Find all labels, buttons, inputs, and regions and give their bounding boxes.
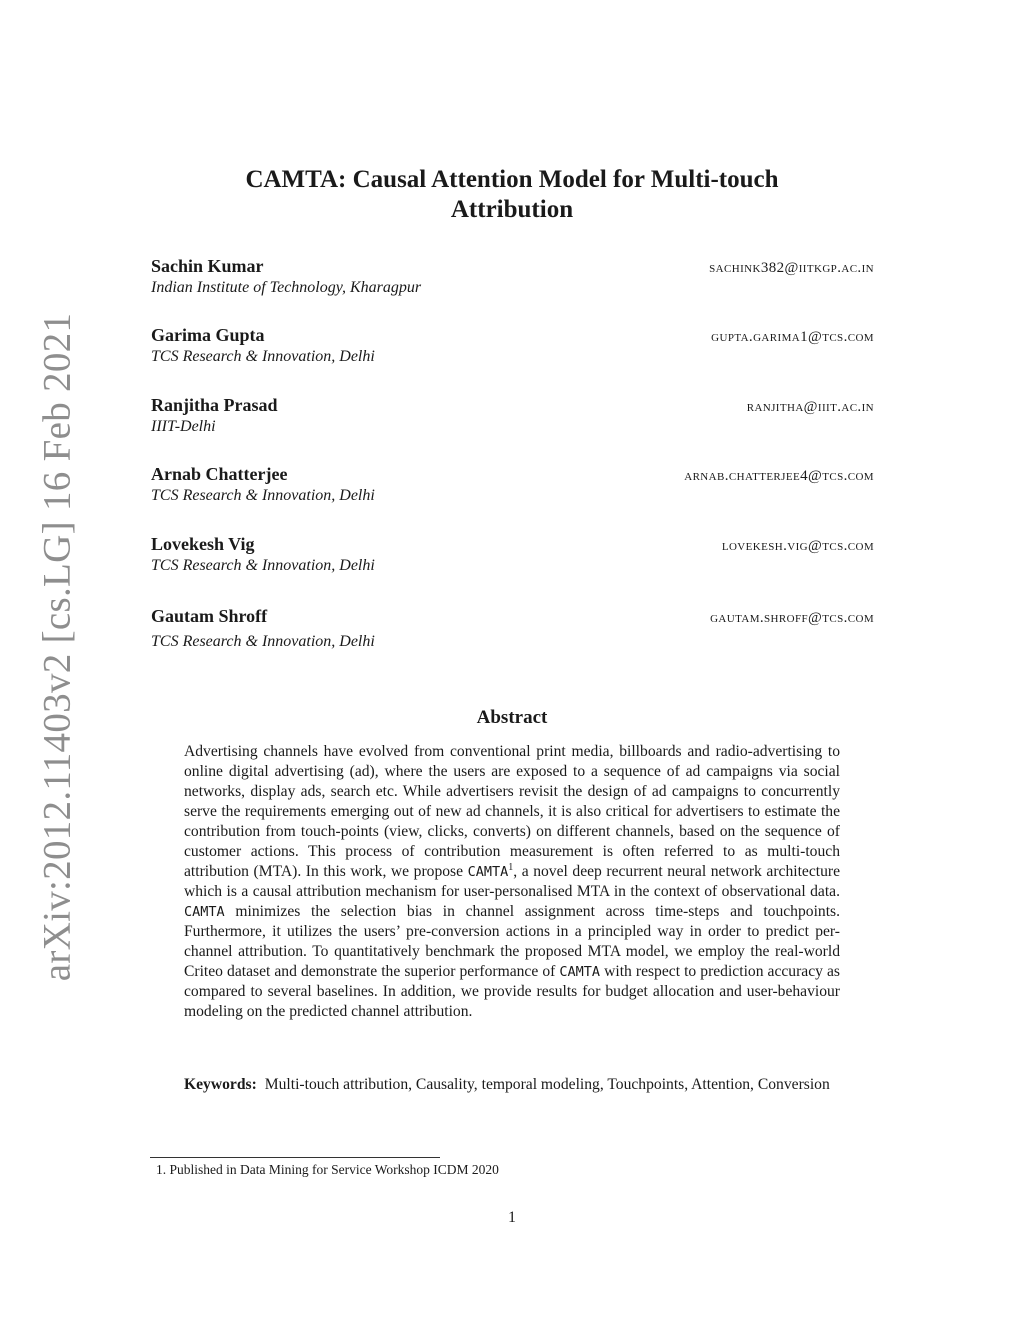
author-block [151, 534, 874, 575]
author-block [151, 325, 874, 366]
abstract-sentence: Advertising channels have evolved from conventional print media, billboards and radio-advertising to online digital advertising (ad), where the users are exposed to a sequence of ad campaigns via social networks, display ads, search etc. While advertisers revisit the design of ad campaigns to concurrently serve the requirements emerging out of new ad channels, it is also critical for advertisers to estimate the contribution from touch-points (view, clicks, converts) on different channels, based on the sequence of customer actions. This process of contribution measurement is often referred to as multi-touch attribution (MTA). In this work, we propose [184, 743, 840, 880]
author-email[interactable]: lovekesh.vig@tcs.com [721, 538, 874, 554]
author-name: Arnab Chatterjee [151, 464, 288, 484]
author-block [151, 606, 874, 651]
footnote: 1. Published in Data Mining for Service Workshop ICDM 2020 [156, 1162, 499, 1177]
author-name: Lovekesh Vig [151, 534, 255, 554]
author-email[interactable]: gautam.shroff@tcs.com [710, 610, 874, 626]
footnote-divider [150, 1157, 440, 1158]
footnote-marker[interactable]: 1 [508, 861, 514, 873]
abstract-heading: Abstract [476, 707, 548, 728]
author-email[interactable]: gupta.garima1@tcs.com [711, 329, 874, 345]
author-block [151, 256, 874, 297]
keywords-label: Keywords: [184, 1076, 257, 1093]
author-name: Gautam Shroff [151, 606, 268, 626]
model-name: CAMTA [467, 864, 509, 880]
author-affiliation: TCS Research & Innovation, Delhi [151, 557, 375, 574]
page-number: 1 [508, 1209, 516, 1226]
author-name: Sachin Kumar [151, 256, 264, 276]
author-name: Garima Gupta [151, 325, 265, 345]
author-email[interactable]: ranjitha@iiit.ac.in [746, 399, 874, 415]
author-block [151, 395, 874, 436]
author-affiliation: TCS Research & Innovation, Delhi [151, 487, 375, 504]
abstract-sentence: minimizes the selection bias in channel assignment across time-steps and touchpoints. Furthermore, it utilizes the users’ pre-conversion actions in a principled way in order to predict per-channel attribution. To quantitatively benchmark the proposed MTA model, we employ the real-world Criteo dataset and demonstrate the superior performance of [184, 903, 840, 980]
author-email[interactable]: arnab.chatterjee4@tcs.com [684, 468, 874, 484]
paper-title [150, 165, 874, 225]
abstract-sentence: , a novel deep recurrent neural network architecture which is a causal attribution mechanism for user-personalised MTA in the context of observational data. [184, 863, 840, 900]
title-line-1: CAMTA: Causal Attention Model for Multi-touch [245, 166, 779, 193]
abstract-sentence: with respect to prediction accuracy as compared to several baselines. In addition, we provide results for budget allocation and user-behaviour modeling on the predicted channel attribution. [184, 963, 840, 1020]
model-name: CAMTA [559, 964, 601, 980]
author-affiliation: IIIT-Delhi [151, 418, 216, 435]
author-affiliation: TCS Research & Innovation, Delhi [151, 348, 375, 365]
model-name: CAMTA [184, 904, 225, 920]
author-email[interactable]: sachink382@iitkgp.ac.in [709, 260, 874, 276]
author-block [151, 464, 874, 505]
author-affiliation: Indian Institute of Technology, Kharagpur [151, 279, 422, 296]
abstract-text [184, 742, 840, 1022]
keywords [184, 1075, 840, 1095]
author-name: Ranjitha Prasad [151, 395, 278, 415]
arxiv-identifier: arXiv:2012.11403v2 [cs.LG] 16 Feb 2021 [35, 312, 79, 982]
author-affiliation: TCS Research & Innovation, Delhi [151, 633, 375, 650]
keywords-list: Multi-touch attribution, Causality, temporal modeling, Touchpoints, Attention, Conversion [264, 1076, 830, 1093]
title-line-2: Attribution [450, 196, 574, 223]
